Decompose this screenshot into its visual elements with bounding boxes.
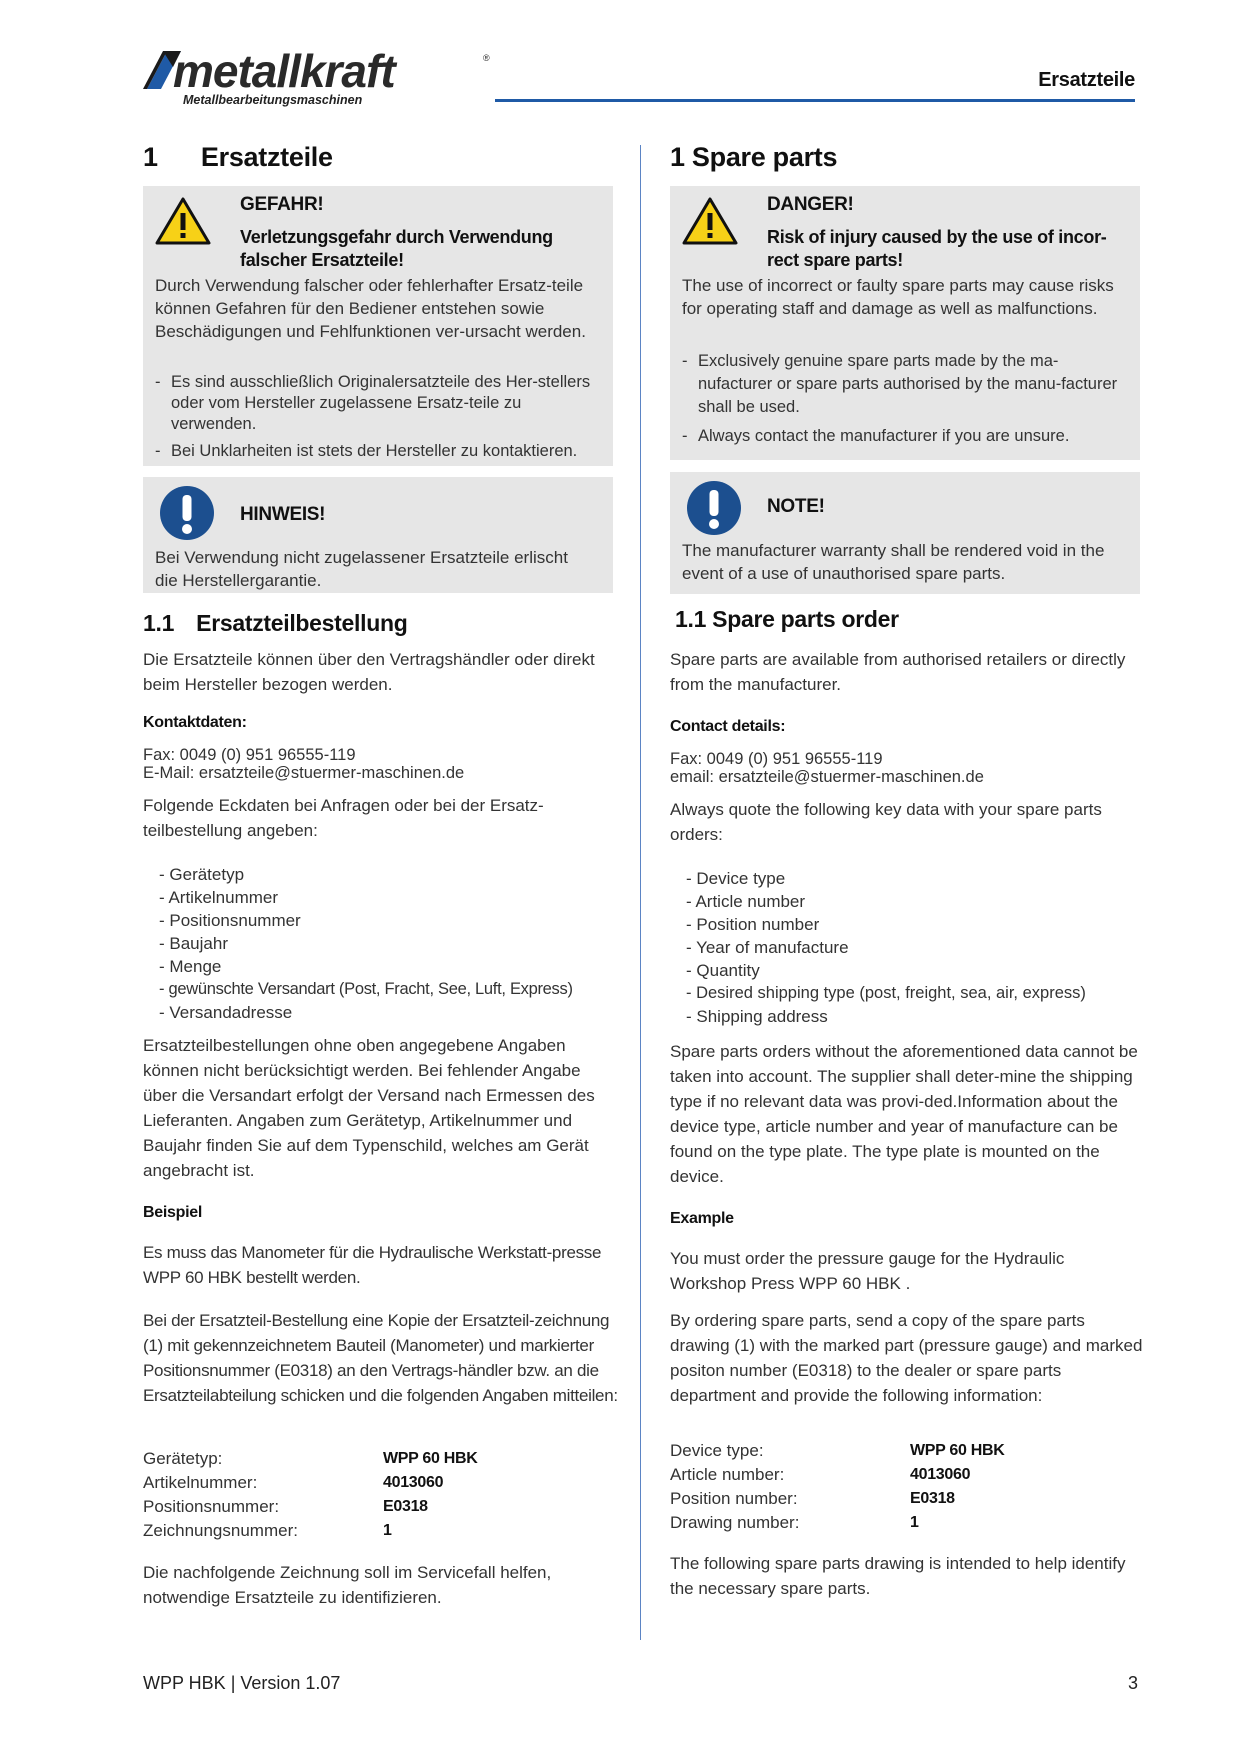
table-key: Drawing number: bbox=[670, 1513, 800, 1532]
list-item: - Position number bbox=[686, 913, 1086, 936]
en-note-text: The manufacturer warranty shall be rendered void in the event of a use of unauthorised spare parts. bbox=[682, 541, 1105, 583]
warning-triangle-icon bbox=[682, 196, 738, 246]
de-subsection-title: Ersatzteilbestellung bbox=[196, 610, 408, 636]
table-row bbox=[670, 1511, 1005, 1535]
list-item: - Bei Unklarheiten ist stets der Hersteller zu kontaktieren. bbox=[155, 441, 605, 462]
table-row bbox=[143, 1495, 478, 1519]
list-item: - Versandadresse bbox=[159, 1001, 573, 1024]
de-contact-label: Kontaktdaten: bbox=[143, 714, 247, 731]
en-intro: Spare parts are available from authorised retailers or directly from the manufacturer. bbox=[670, 650, 1126, 694]
en-order-text: By ordering spare parts, send a copy of the spare parts drawing (1) with the marked part (pressure gauge) and marked positon number (E0318) to the dealer or spare parts department and provide the following information: bbox=[670, 1311, 1143, 1405]
table-key: Positionsnummer: bbox=[143, 1497, 280, 1516]
list-item: - Positionsnummer bbox=[159, 909, 573, 932]
table-row bbox=[143, 1471, 478, 1495]
list-item: - Artikelnummer bbox=[159, 886, 573, 909]
en-subsection-heading: 1.1 Spare parts order bbox=[675, 606, 899, 632]
de-example-label: Beispiel bbox=[143, 1204, 202, 1221]
en-danger-box bbox=[670, 186, 1140, 460]
en-danger-text: The use of incorrect or faulty spare parts may cause risks for operating staff and damage as well as malfunctions. bbox=[682, 276, 1114, 318]
de-email: E-Mail: ersatzteile@stuermer-maschinen.de bbox=[143, 764, 465, 782]
en-example-text: You must order the pressure gauge for the Hydraulic Workshop Press WPP 60 HBK . bbox=[670, 1249, 1065, 1293]
de-danger-text: Durch Verwendung falscher oder fehlerhafter Ersatz-teile können Gefahren für den Bediener entstehen sowie Beschädigungen und Fehlfunktionen ver-ursacht werden. bbox=[155, 276, 586, 341]
de-danger-box bbox=[143, 186, 613, 466]
de-subsection-number: 1.1 bbox=[143, 610, 175, 636]
de-key-data-list bbox=[159, 863, 573, 1024]
header-section-title: Ersatzteile bbox=[1038, 69, 1135, 91]
en-note-title: NOTE! bbox=[767, 496, 825, 517]
de-order-note: Ersatzteilbestellungen ohne oben angegebene Angaben können nicht berücksichtigt werden. Bei fehlender Angabe über die Versandart erfolgt der Versand nach Ermessen des Lieferanten. Angaben zum Gerätetyp, Artikelnummer und Baujahr finden Sie auf dem Typenschild, welches am Gerät angebracht ist. bbox=[143, 1036, 595, 1180]
de-order-text: Bei der Ersatzteil-Bestellung eine Kopie der Ersatzteil-zeichnung (1) mit gekennzeichnetem Bauteil (Manometer) und markierter Positionsnummer (E0318) an den Vertrags-händler bzw. an die Ersatzteilabteilung schicken und die folgenden Angaben mitteilen: bbox=[143, 1311, 618, 1405]
list-item: - Quantity bbox=[686, 959, 1086, 982]
table-value: 4013060 bbox=[910, 1466, 971, 1483]
en-order-table bbox=[670, 1439, 1005, 1535]
de-closing: Die nachfolgende Zeichnung soll im Servicefall helfen, notwendige Ersatzteile zu identifizieren. bbox=[143, 1563, 552, 1607]
table-value: WPP 60 HBK bbox=[383, 1450, 478, 1467]
list-item: - Baujahr bbox=[159, 932, 573, 955]
table-key: Gerätetyp: bbox=[143, 1449, 223, 1468]
en-order-note: Spare parts orders without the aforementioned data cannot be taken into account. The supplier shall deter-mine the shipping type if no relevant data was provi-ded.Information about the device type, article number and year of manufacture can be found on the type plate. The type plate is mounted on the device. bbox=[670, 1042, 1138, 1186]
en-note-box bbox=[670, 472, 1140, 594]
list-item: - Shipping address bbox=[686, 1005, 1086, 1028]
header-rule bbox=[495, 99, 1135, 102]
en-email: email: ersatzteile@stuermer-maschinen.de bbox=[670, 768, 984, 786]
list-item: - Desired shipping type (post, freight, sea, air, express) bbox=[686, 982, 1086, 1005]
table-row bbox=[670, 1463, 1005, 1487]
list-item: - Menge bbox=[159, 955, 573, 978]
table-row bbox=[670, 1439, 1005, 1463]
exclamation-info-icon bbox=[686, 480, 742, 536]
table-value: WPP 60 HBK bbox=[910, 1442, 1005, 1459]
de-danger-bullets bbox=[155, 372, 605, 468]
column-divider bbox=[640, 145, 641, 1640]
en-key-data-list bbox=[686, 867, 1086, 1028]
list-item: - gewünschte Versandart (Post, Fracht, See, Luft, Express) bbox=[159, 978, 573, 1001]
exclamation-info-icon bbox=[159, 485, 215, 541]
table-row bbox=[670, 1487, 1005, 1511]
svg-text:metallkraft: metallkraft bbox=[173, 47, 395, 97]
de-subsection-heading bbox=[143, 610, 407, 637]
list-item: - Article number bbox=[686, 890, 1086, 913]
list-item: - Exclusively genuine spare parts made by the ma-nufacturer or spare parts authorised by the manu-facturer shall be used. bbox=[682, 350, 1132, 419]
table-value: 1 bbox=[383, 1522, 392, 1539]
en-contact-label: Contact details: bbox=[670, 718, 786, 735]
table-row bbox=[143, 1447, 478, 1471]
list-item: - Es sind ausschließlich Originalersatzteile des Her-stellers oder vom Hersteller zugelassene Ersatz-teile zu verwenden. bbox=[155, 372, 605, 435]
de-section-number: 1 bbox=[143, 142, 158, 172]
en-closing: The following spare parts drawing is intended to help identify the necessary spare parts. bbox=[670, 1554, 1126, 1598]
de-intro: Die Ersatzteile können über den Vertragshändler oder direkt beim Hersteller bezogen werden. bbox=[143, 650, 595, 694]
warning-triangle-icon bbox=[155, 196, 211, 246]
table-key: Article number: bbox=[670, 1465, 785, 1484]
table-key: Device type: bbox=[670, 1441, 764, 1460]
list-item: - Gerätetyp bbox=[159, 863, 573, 886]
de-danger-title: GEFAHR! bbox=[240, 194, 324, 215]
en-danger-subtitle: Risk of injury caused by the use of incor-rect spare parts! bbox=[767, 227, 1107, 270]
footer-doc-version: WPP HBK | Version 1.07 bbox=[143, 1673, 341, 1693]
table-value: 4013060 bbox=[383, 1474, 444, 1491]
de-example-text: Es muss das Manometer für die Hydraulische Werkstatt-presse WPP 60 HBK bestellt werden. bbox=[143, 1243, 602, 1287]
table-row bbox=[143, 1519, 478, 1543]
table-value: E0318 bbox=[383, 1498, 428, 1515]
en-danger-title: DANGER! bbox=[767, 194, 854, 215]
logo-subtitle: Metallbearbeitungsmaschinen bbox=[183, 93, 363, 107]
en-example-label: Example bbox=[670, 1210, 734, 1227]
table-value: E0318 bbox=[910, 1490, 955, 1507]
svg-text:®: ® bbox=[483, 53, 490, 63]
en-section-heading: 1 Spare parts bbox=[670, 142, 838, 172]
table-value: 1 bbox=[910, 1514, 919, 1531]
de-fax: Fax: 0049 (0) 951 96555-119 bbox=[143, 746, 356, 764]
de-note-box bbox=[143, 477, 613, 593]
de-section-heading bbox=[143, 142, 333, 173]
de-danger-subtitle: Verletzungsgefahr durch Verwendung falscher Ersatzteile! bbox=[240, 227, 553, 270]
de-note-title: HINWEIS! bbox=[240, 504, 326, 525]
table-key: Artikelnummer: bbox=[143, 1473, 258, 1492]
de-order-table bbox=[143, 1447, 478, 1543]
en-danger-bullets bbox=[682, 350, 1132, 454]
de-key-data-intro: Folgende Eckdaten bei Anfragen oder bei der Ersatz-teilbestellung angeben: bbox=[143, 796, 544, 840]
table-key: Zeichnungsnummer: bbox=[143, 1521, 298, 1540]
table-key: Position number: bbox=[670, 1489, 798, 1508]
list-item: - Device type bbox=[686, 867, 1086, 890]
en-fax: Fax: 0049 (0) 951 96555-119 bbox=[670, 750, 883, 768]
footer-page-number: 3 bbox=[1127, 1673, 1138, 1693]
de-note-text: Bei Verwendung nicht zugelassener Ersatzteile erlischt die Herstellergarantie. bbox=[155, 548, 568, 590]
de-section-title: Ersatzteile bbox=[200, 142, 333, 172]
en-key-data-intro: Always quote the following key data with your spare parts orders: bbox=[670, 800, 1102, 844]
list-item: - Year of manufacture bbox=[686, 936, 1086, 959]
list-item: - Always contact the manufacturer if you are unsure. bbox=[682, 425, 1132, 448]
